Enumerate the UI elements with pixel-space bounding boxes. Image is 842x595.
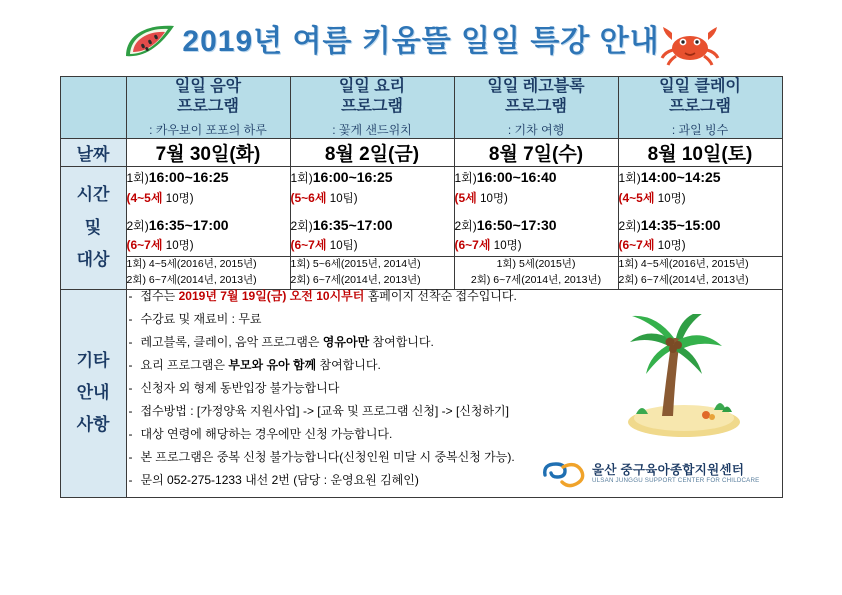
session-line: 2회)16:35~17:00 (126, 216, 229, 233)
table-date-row (60, 139, 782, 167)
date-lego: 8월 7일(수) (454, 139, 618, 167)
session-age-line: (4~5세 10명) (618, 190, 686, 205)
session-age-line: (5~6세 10팀) (290, 190, 358, 205)
time-clay (618, 167, 782, 257)
row-label-time: 시간 및 대상 (60, 167, 126, 290)
target-music: 1회) 4~5세(2016년, 2015년) 2회) 6~7세(2014년, 2013년) (126, 257, 290, 290)
program-subtitle: : 과일 빙수 (671, 123, 729, 137)
session-age-line: (6~7세 10명) (454, 238, 522, 253)
list-item: - 레고블록, 클레이, 음악 프로그램은 영유아만 참여합니다. (127, 336, 782, 348)
date-cooking: 8월 2일(금) (290, 139, 454, 167)
logo-mark-icon (541, 459, 585, 489)
session-age-line: (6~7세 10명) (618, 238, 686, 253)
schedule-table (60, 76, 783, 498)
list-item: - 접수는 2019년 7월 19일(금) 오전 10시부터 홈페이지 선착순 접수입니다. (127, 290, 782, 302)
program-subtitle: : 카우보이 포포의 하루 (149, 123, 267, 137)
program-subtitle: : 기차 여행 (507, 123, 565, 137)
program-name: 일일 음악 프로그램 (174, 78, 242, 115)
organization-logo (541, 459, 760, 489)
table-header-row (60, 77, 782, 139)
program-header-music (126, 77, 290, 139)
target-cooking: 1회) 5~6세(2015년, 2014년) 2회) 6~7세(2014년, 2013년) (290, 257, 454, 290)
crab-icon (660, 18, 720, 68)
table-target-row (60, 257, 782, 290)
target-lego: 1회) 5세(2015년) 2회) 6~7세(2014년, 2013년) (454, 257, 618, 290)
session-line: 2회)14:35~15:00 (618, 216, 721, 233)
program-name: 일일 클레이 프로그램 (659, 78, 741, 115)
row-label-date: 날짜 (60, 139, 126, 167)
list-item: - 문의 052-275-1233 내선 2번 (담당 : 운영요원 김혜인) (127, 474, 782, 486)
row-label-notes: 기타 안내 사항 (60, 289, 126, 497)
program-header-clay (618, 77, 782, 139)
session-age-line: (5세 10명) (454, 190, 508, 205)
program-header-lego (454, 77, 618, 139)
list-item: - 접수방법 : [가정양육 지원사업] -> [교육 및 프로그램 신청] -> [신청하기] (127, 405, 782, 417)
palm-tree-icon (606, 314, 756, 442)
time-music (126, 167, 290, 257)
session-line: 1회)14:00~14:25 (618, 169, 721, 185)
session-age-line: (6~7세 10명) (126, 238, 194, 253)
date-clay: 8월 10일(토) (618, 139, 782, 167)
program-name: 일일 레고블록 프로그램 (487, 78, 585, 115)
session-age-line: (4~5세 10명) (126, 190, 194, 205)
logo-name-ko: 울산 중구육아종합지원센터 (592, 462, 745, 477)
notes-cell (126, 289, 782, 497)
session-line: 1회)16:00~16:25 (126, 169, 229, 185)
table-time-row (60, 167, 782, 257)
list-item: - 요리 프로그램은 부모와 유아 함께 참여합니다. (127, 359, 782, 371)
page-title: 2019년 여름 키움뜰 일일 특강 안내 (182, 25, 660, 58)
title-row (0, 0, 842, 76)
time-lego (454, 167, 618, 257)
logo-name-en: ULSAN JUNGGU SUPPORT CENTER FOR CHILDCARE (592, 477, 760, 485)
header-corner-cell (60, 77, 126, 139)
program-name: 일일 요리 프로그램 (338, 78, 406, 115)
watermelon-icon (122, 22, 178, 62)
session-line: 1회)16:00~16:25 (290, 169, 393, 185)
target-clay: 1회) 4~5세(2016년, 2015년) 2회) 6~7세(2014년, 2013년) (618, 257, 782, 290)
time-cooking (290, 167, 454, 257)
session-line: 2회)16:50~17:30 (454, 216, 557, 233)
program-header-cooking (290, 77, 454, 139)
logo-text (592, 463, 760, 484)
date-music: 7월 30일(화) (126, 139, 290, 167)
session-age-line: (6~7세 10팀) (290, 238, 358, 253)
session-line: 1회)16:00~16:40 (454, 169, 557, 185)
program-subtitle: : 꽃게 샌드위치 (332, 123, 412, 137)
list-item: - 대상 연령에 해당하는 경우에만 신청 가능합니다. (127, 428, 782, 440)
list-item: - 수강료 및 재료비 : 무료 (127, 313, 782, 325)
list-item: - 신청자 외 형제 동반입장 불가능합니다 (127, 382, 782, 394)
session-line: 2회)16:35~17:00 (290, 216, 393, 233)
list-item: - 본 프로그램은 중복 신청 불가능합니다(신청인원 미달 시 중복신청 가능). (127, 451, 782, 463)
table-notes-row (60, 289, 782, 497)
